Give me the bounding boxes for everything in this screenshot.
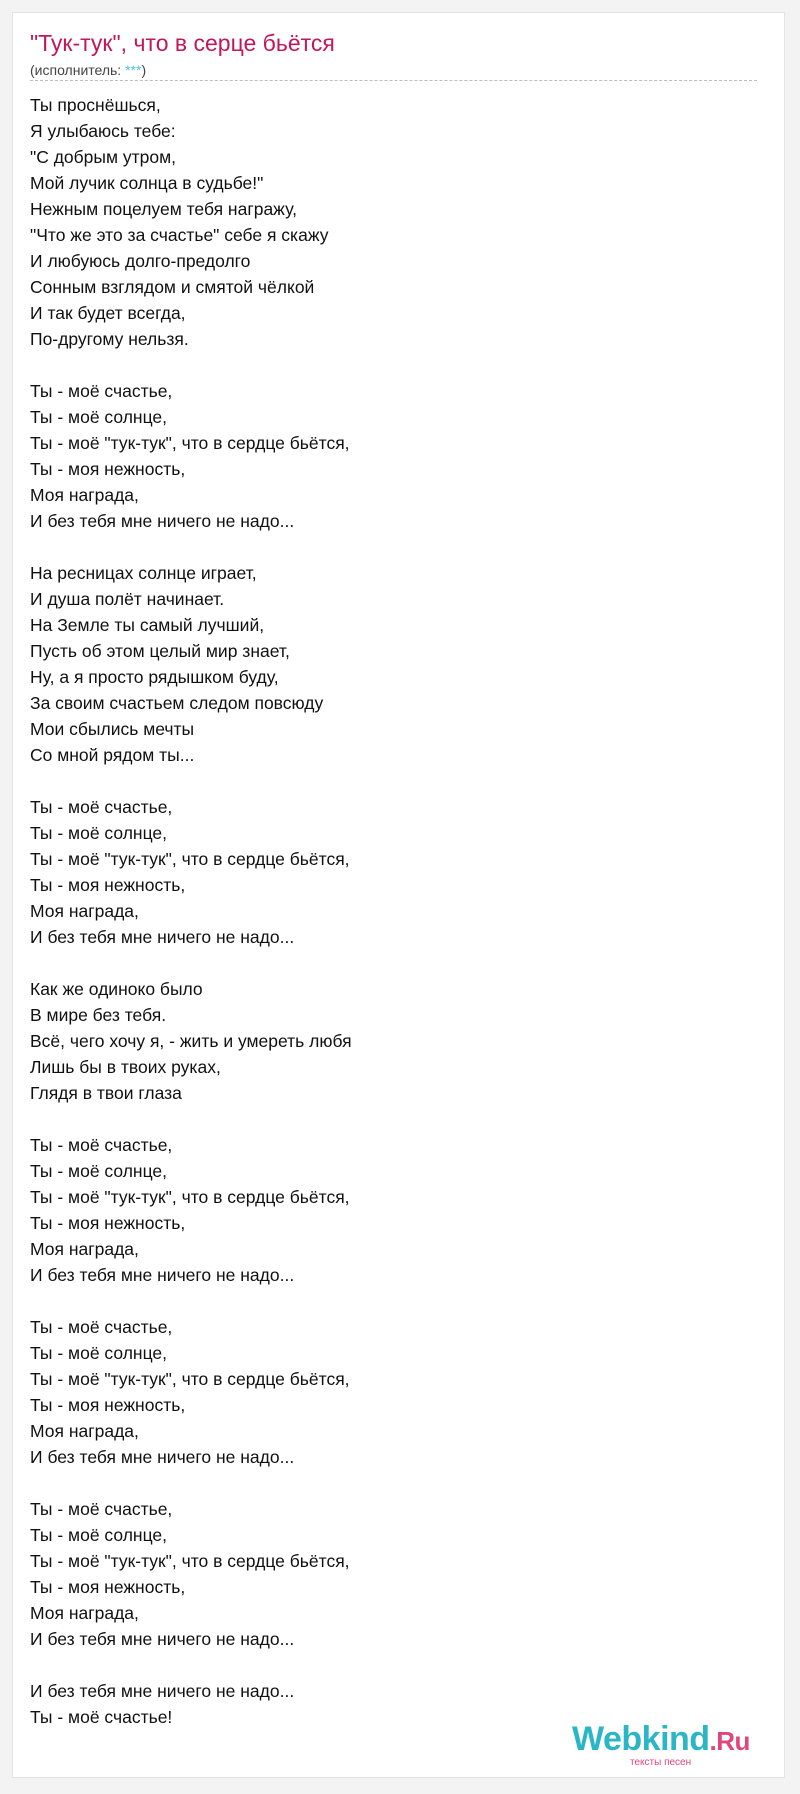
lyrics-stanza xyxy=(30,976,750,1106)
lyrics-stanza xyxy=(30,1132,750,1288)
lyrics-line: Глядя в твои глаза xyxy=(30,1083,182,1103)
lyrics-line: Ты - моё солнце, xyxy=(30,823,168,843)
lyrics-line: Мои сбылись мечты xyxy=(30,719,195,739)
lyrics-line: Ты - моя нежность, xyxy=(30,875,186,895)
lyrics-line: Ты проснёшься, xyxy=(30,95,161,115)
lyrics-line: Моя награда, xyxy=(30,901,139,921)
lyrics-line: По-другому нельзя. xyxy=(30,329,189,349)
lyrics-line: И без тебя мне ничего не надо... xyxy=(30,927,295,947)
logo-tagline: тексты песен xyxy=(630,1757,692,1768)
lyrics-line: Ты - моё счастье, xyxy=(30,797,173,817)
lyrics-line: Ты - моё счастье! xyxy=(30,1707,173,1727)
lyrics-line: Ты - моя нежность, xyxy=(30,1577,186,1597)
lyrics-line: Ты - моё солнце, xyxy=(30,1525,168,1545)
performer-prefix: (исполнитель: xyxy=(30,62,126,78)
lyrics-line: Пусть об этом целый мир знает, xyxy=(30,641,290,661)
lyrics-line: Ты - моё "тук-тук", что в сердце бьётся, xyxy=(30,1187,350,1207)
lyrics-line: И без тебя мне ничего не надо... xyxy=(30,1629,295,1649)
lyrics-line: Моя награда, xyxy=(30,1239,139,1259)
lyrics-line: Ты - моё "тук-тук", что в сердце бьётся, xyxy=(30,433,350,453)
lyrics-stanza xyxy=(30,1496,750,1652)
lyrics-line: Ты - моя нежность, xyxy=(30,1213,186,1233)
lyrics-line: И без тебя мне ничего не надо... xyxy=(30,1447,295,1467)
lyrics-stanza xyxy=(30,92,750,352)
lyrics-line: Ты - моё счастье, xyxy=(30,381,173,401)
lyrics-line: Моя награда, xyxy=(30,1421,139,1441)
lyrics-line: Ты - моё солнце, xyxy=(30,407,168,427)
lyrics-line: Со мной рядом ты... xyxy=(30,745,195,765)
lyrics-line: На Земле ты самый лучший, xyxy=(30,615,265,635)
lyrics-line: Я улыбаюсь тебе: xyxy=(30,121,176,141)
lyrics-stanza xyxy=(30,794,750,950)
title-divider xyxy=(30,80,757,81)
song-title: "Тук-тук", что в серце бьётся xyxy=(30,30,335,56)
lyrics-line: Ты - моё "тук-тук", что в сердце бьётся, xyxy=(30,1369,350,1389)
lyrics-line: Ну, а я просто рядышком буду, xyxy=(30,667,279,687)
lyrics-line: Ты - моё счастье, xyxy=(30,1135,173,1155)
lyrics-line: В мире без тебя. xyxy=(30,1005,167,1025)
lyrics-line: И без тебя мне ничего не надо... xyxy=(30,1681,295,1701)
lyrics-line: И любуюсь долго-предолго xyxy=(30,251,251,271)
lyrics-line: Ты - моё солнце, xyxy=(30,1343,168,1363)
lyrics-line: Нежным поцелуем тебя награжу, xyxy=(30,199,297,219)
lyrics-line: Сонным взглядом и смятой чёлкой xyxy=(30,277,315,297)
lyrics-line: Моя награда, xyxy=(30,1603,139,1623)
lyrics-line: Ты - моя нежность, xyxy=(30,1395,186,1415)
lyrics-line: Ты - моё "тук-тук", что в сердце бьётся, xyxy=(30,849,350,869)
performer-line xyxy=(30,62,146,78)
lyrics-line: Как же одиноко было xyxy=(30,979,203,999)
lyrics-line: Ты - моё солнце, xyxy=(30,1161,168,1181)
lyrics-line: Ты - моё "тук-тук", что в сердце бьётся, xyxy=(30,1551,350,1571)
lyrics-line: Мой лучик солнца в судьбе!" xyxy=(30,173,264,193)
lyrics-line: На ресницах солнце играет, xyxy=(30,563,257,583)
lyrics-stanza xyxy=(30,1314,750,1470)
lyrics-line: Моя награда, xyxy=(30,485,139,505)
performer-link[interactable]: *** xyxy=(125,62,142,78)
lyrics-line: Ты - моя нежность, xyxy=(30,459,186,479)
lyrics-line: "С добрым утром, xyxy=(30,147,177,167)
lyrics-line: За своим счастьем следом повсюду xyxy=(30,693,324,713)
lyrics-line: Ты - моё счастье, xyxy=(30,1317,173,1337)
lyrics-stanza xyxy=(30,378,750,534)
lyrics-line: И душа полёт начинает. xyxy=(30,589,225,609)
lyrics-line: И без тебя мне ничего не надо... xyxy=(30,511,295,531)
lyrics-line: И без тебя мне ничего не надо... xyxy=(30,1265,295,1285)
site-logo[interactable] xyxy=(572,1722,750,1758)
lyrics-line: Всё, чего хочу я, - жить и умереть любя xyxy=(30,1031,352,1051)
lyrics-line: Ты - моё счастье, xyxy=(30,1499,173,1519)
lyrics-line: И так будет всегда, xyxy=(30,303,186,323)
lyrics-stanza xyxy=(30,560,750,768)
lyrics-body xyxy=(30,92,750,1756)
logo-main-text: Webkind xyxy=(572,1720,710,1758)
logo-tld-text: .Ru xyxy=(709,1726,750,1756)
performer-suffix: ) xyxy=(141,62,147,78)
lyrics-line: Лишь бы в твоих руках, xyxy=(30,1057,221,1077)
lyrics-line: "Что же это за счастье" себе я скажу xyxy=(30,225,329,245)
